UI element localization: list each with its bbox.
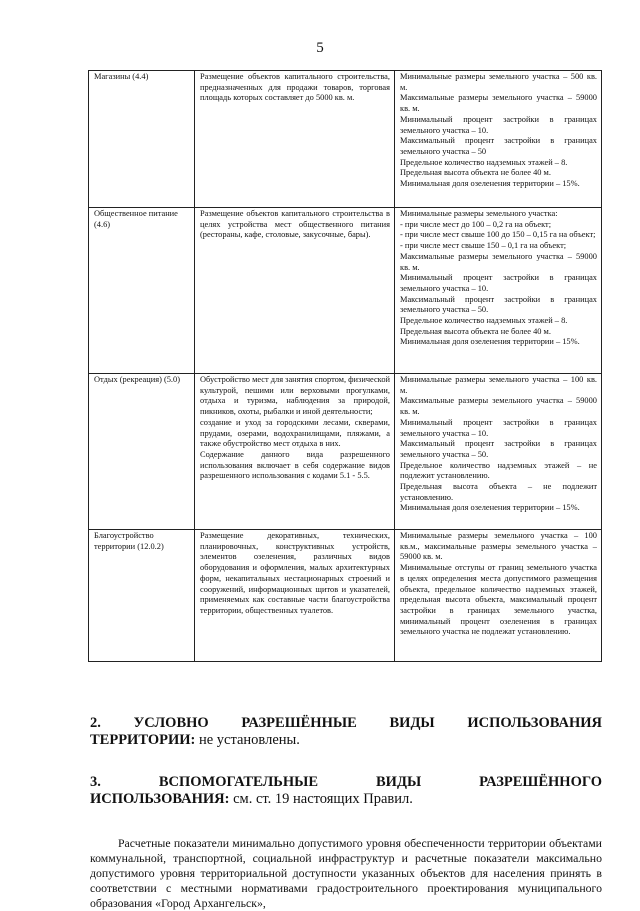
section-auxiliary-uses [90,774,602,808]
parameter-line: Минимальные размеры земельного участка – 100 кв.м., максимальные размеры земельного участка – 59000 кв. м. [400,531,597,562]
table-row [89,374,602,530]
parameter-line: - при числе мест до 100 – 0,2 га на объект; [400,219,552,229]
use-type-description [195,208,395,374]
section-value: см. ст. 19 настоящих Правил. [229,791,413,807]
parameter-line: Минимальные отступы от границ земельного участка в целях определения места допустимого размещения объекта, предельное количество надземных этажей, предельная высота объекта, максимальный процент застройки в границах земельного участка, минимальный процент озеленения в границах земельного участка не подлежат установлению. [400,563,597,637]
table-row [89,208,602,374]
parameter-line: Минимальные размеры земельного участка – 500 кв. м. [400,72,597,92]
use-type-parameters [395,530,602,662]
parameter-line: Минимальные размеры земельного участка: [400,209,558,218]
parameter-line: Минимальный процент застройки в границах земельного участка – 10. [400,273,597,293]
use-type-description [195,71,395,208]
parameter-line: Минимальные размеры земельного участка – 100 кв. м. [400,375,597,395]
description-line: создание и уход за городскими лесами, скверами, прудами, озерами, водохранилищами, пляжами, а также обустройство мест отдыха в них. [200,417,390,449]
section-title: ВСПОМОГАТЕЛЬНЫЕ ВИДЫ РАЗРЕШЁННОГО [158,774,602,790]
parameter-line: Минимальный процент застройки в границах земельного участка – 10. [400,417,597,438]
parameter-line: Максимальные размеры земельного участка – 59000 кв. м. [400,251,597,272]
table-row [89,530,602,662]
parameter-line: Максимальные размеры земельного участка – 59000 кв. м. [400,93,597,114]
parameter-line: - при числе мест свыше 150 – 0,1 га на объект; [400,241,567,251]
use-type-name: Общественное питание (4.6) [89,208,195,374]
use-type-name: Благоустройство территории (12.0.2) [89,530,195,662]
parameter-line: Минимальная доля озеленения территории – 15%. [400,503,580,513]
use-type-name: Отдых (рекреация) (5.0) [89,374,195,530]
section-number: 3. [90,774,101,790]
use-type-parameters [395,71,602,208]
description-line: Размещение объектов капитального строительства, предназначенных для продажи товаров, торговая площадь которых составляет до 5000 кв. м. [200,72,390,103]
use-type-description [195,374,395,530]
table-row [89,71,602,208]
section-heading [90,774,602,791]
description-line: Размещение объектов капитального строительства в целях устройства мест общественного питания (рестораны, кафе, столовые, закусочные, бары). [200,209,390,240]
parameter-line: Максимальный процент застройки в границах земельного участка – 50. [400,439,597,459]
parameter-line: Предельная высота объекта не более 40 м. [400,326,551,336]
use-type-description [195,530,395,662]
section-value: не установлены. [195,732,300,748]
parameter-line: Предельное количество надземных этажей – не подлежит установлению. [400,460,597,481]
parameter-line: Максимальный процент застройки в границах земельного участка – 50. [400,294,597,315]
section-heading-continued: ИСПОЛЬЗОВАНИЯ: [90,791,230,807]
description-line: Обустройство мест для занятия спортом, физической культурой, пешими или верховыми прогулками, отдыха и туризма, наблюдения за природой, пикников, охоты, рыбалки и иной деятельности; [200,375,390,417]
zoning-table [88,70,602,662]
parameter-line: Максимальные размеры земельного участка – 59000 кв. м. [400,396,597,417]
body-paragraph [90,836,602,911]
description-line: Содержание данного вида разрешенного использования включает в себя содержание видов разрешенного использования с кодами 5.1 - 5.5. [200,449,390,481]
section-title: УСЛОВНО РАЗРЕШЁННЫЕ ВИДЫ ИСПОЛЬЗОВАНИЯ [133,715,602,731]
parameter-line: - при числе мест свыше 100 до 150 – 0,15 га на объект; [400,230,596,240]
parameter-line: Минимальная доля озеленения территории – 15%. [400,179,580,189]
parameter-line: Минимальная доля озеленения территории – 15%. [400,337,580,347]
use-type-parameters [395,208,602,374]
parameter-line: Предельная высота объекта не более 40 м. [400,168,551,178]
use-type-parameters [395,374,602,530]
parameter-line: Максимальный процент застройки в границах земельного участка – 50 [400,136,597,156]
use-type-name: Магазины (4.4) [89,71,195,208]
paragraph-text: Расчетные показатели минимально допустимого уровня обеспеченности территории объектами коммунальной, транспортной, социальной инфраструктур и расчетные показатели максимально допустимого уровня территориальной доступности указанных объектов для населения принять в соответствии с местными нормативами градостроительного проектирования муниципального образования «Город Архангельск», [90,836,602,910]
description-line: Размещение декоративных, технических, планировочных, конструктивных устройств, элементов озеленения, различных видов оборудования и оформления, малых архитектурных форм, некапитальных нестационарных строений и сооружений, информационных щитов и указателей, применяемых как составные части благоустройства территории, общественных туалетов. [200,531,390,615]
section-heading-continued: ТЕРРИТОРИИ: [90,732,196,748]
page-number: 5 [316,40,324,56]
section-conditional-uses [90,715,602,749]
parameter-line: Минимальный процент застройки в границах земельного участка – 10. [400,114,597,135]
parameter-line: Предельная высота объекта – не подлежит установлению. [400,482,597,502]
section-heading [90,715,602,732]
parameter-line: Предельное количество надземных этажей – 8. [400,157,568,167]
section-number: 2. [90,715,101,731]
parameter-line: Предельное количество надземных этажей – 8. [400,316,568,326]
